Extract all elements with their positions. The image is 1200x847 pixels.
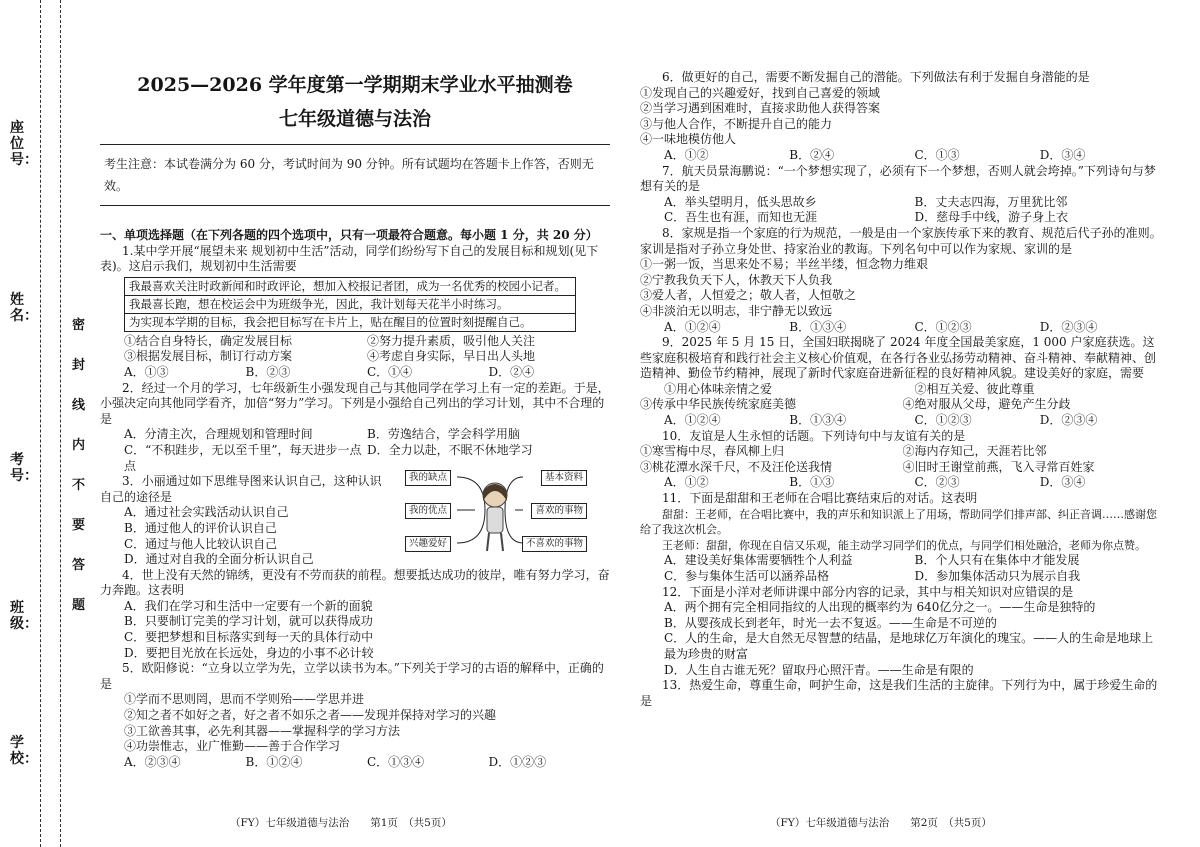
- option: A．两个拥有完全相同指纹的人出现的概率约为 640亿分之一。——生命是独特的: [664, 600, 1096, 615]
- seat-label: 座位号：: [10, 120, 38, 168]
- option: D．要把目光放在长远处，身边的小事不必计较: [124, 645, 374, 660]
- question-stem: 2．经过一个月的学习，七年级新生小强发现自己与其他同学在学习上有一定的差距。于是，小强决定向其他同学看齐，加倍“努力”学习。下列是小强给自己列出的学习计划，其中不合理的是: [100, 380, 610, 426]
- seal-char: 封: [72, 358, 86, 373]
- seal-char: 答: [72, 558, 86, 573]
- option: B．②③: [245, 364, 291, 379]
- option: A．我们在学习和生活中一定要有一个新的面貌: [124, 598, 373, 613]
- statement-item: ③与他人合作，不断提升自己的能力: [640, 116, 833, 131]
- seal-char: 要: [72, 518, 86, 533]
- option: C．“不积跬步，无以至千里”，每天进步一点点: [124, 442, 362, 473]
- option: D．通过对自我的全面分析认识自己: [124, 552, 314, 567]
- statement-item: ③桃花潭水深千尺，不及汪伦送我情: [640, 459, 833, 474]
- statement-item: ②知之者不如好之者，好之者不如乐之者——发现并保持对学习的兴趣: [124, 708, 497, 723]
- option: B．①③④: [789, 413, 847, 428]
- question-stem: 4．世上没有天然的锦绣，更没有不劳而获的前程。想要抵达成功的彼岸，唯有努力学习，奋力奔跑。这表明: [100, 567, 610, 598]
- option: B．个人只有在集体中才能发展: [914, 553, 1080, 568]
- option: B．②④: [789, 147, 835, 162]
- option: A．②③④: [124, 754, 181, 769]
- option: A．举头望明月，低头思故乡: [664, 194, 817, 209]
- mind-node: 我的缺点: [405, 470, 451, 486]
- mind-node: 基本资料: [541, 470, 587, 486]
- option: D．参加集体活动只为展示自我: [914, 569, 1081, 583]
- seal-char: 题: [72, 598, 86, 613]
- answer-options: [100, 755, 610, 771]
- option: A．①②: [664, 147, 709, 162]
- page-1: [100, 72, 610, 770]
- statement-item: ①结合自身特长，确定发展目标: [124, 333, 293, 348]
- statement-item: ①寒雪梅中尽，春风柳上归: [640, 444, 785, 459]
- cut-line: [60, 0, 61, 847]
- option: C．②③: [914, 475, 960, 490]
- answer-options: [640, 320, 1165, 336]
- exam-number-label: 考号：: [10, 452, 38, 484]
- option: B．①③: [789, 475, 835, 490]
- page-footer: （FY）七年级道德与法治 第1页 （共5页）: [230, 817, 452, 829]
- question-stem: 1.某中学开展“展望未来 规划初中生活”活动，同学们纷纷写下自己的发展目标和规划(见下表)。这启示我们，规划初中生活需要: [100, 243, 599, 274]
- statement-item: ②海内存知己，天涯若比邻: [902, 444, 1047, 459]
- goal-table: [124, 277, 576, 332]
- option: B．通过他人的评价认识自己: [124, 520, 277, 535]
- statement-item: ①发现自己的兴趣爱好，找到自己喜爱的领域: [640, 85, 881, 100]
- question-stem: 6．做更好的自己，需要不断发掘自己的潜能。下列做法有利于发掘自身潜能的是: [662, 70, 1090, 84]
- statement-item: ②当学习遇到困难时，直接求助他人获得答案: [640, 101, 881, 116]
- option: C．①②③: [914, 413, 972, 428]
- seal-char: 密: [72, 318, 86, 333]
- option: D．全力以赴，不眠不休地学习: [367, 442, 533, 457]
- mind-node: 兴趣爱好: [405, 536, 451, 552]
- option: C．通过与他人比较认识自己: [124, 536, 278, 551]
- option: D．②③④: [1039, 413, 1098, 428]
- goal-row: 我最喜长跑，想在校运会中为班级争光，因此，我计划每天花半小时练习。: [125, 296, 575, 314]
- page-footer: （FY）七年级道德与法治 第2页 （共5页）: [770, 817, 992, 829]
- statement-item: ②努力提升素质，吸引他人关注: [367, 333, 536, 348]
- option: C．①④: [367, 364, 413, 379]
- page-2: [640, 70, 1165, 709]
- option: C．吾生也有涯，而知也无涯: [664, 210, 818, 225]
- option: B．①②④: [245, 754, 303, 769]
- binding-margin: [0, 0, 92, 847]
- option: C．①③: [914, 147, 960, 162]
- option: C．人的生命，是大自然无尽智慧的结晶，是地球亿万年演化的瑰宝。——人的生命是地球上最为珍贵的财富: [664, 631, 1154, 661]
- option: A．建设美好集体需要牺牲个人利益: [664, 553, 853, 568]
- option: D．③④: [1039, 475, 1086, 490]
- mind-map: [405, 465, 587, 555]
- question-stem: 10．友谊是人生永恒的话题。下列诗句中与友谊有关的是: [662, 428, 966, 443]
- statement-item: ④旧时王谢堂前燕，飞入寻常百姓家: [902, 459, 1095, 474]
- option: A．①②: [664, 475, 709, 490]
- question-stem: 9．2025 年 5 月 15 日，全国妇联揭晓了 2024 年度全国最美家庭，1 000 户家庭获选。这些家庭积极培育和践行社会主义核心价值观，在各行各业弘扬劳动精神、奋斗精神、奉献精神、创造精神、勤俭节约精神，展现了新时代家庭奋进新征程的良好精神风貌。建设美好的家庭，需要: [640, 335, 1157, 381]
- question-stem: 8．家规是指一个家庭的行为规范，一般是由一个家族传承下来的教育、规范后代子孙的准则。家训是指对子孙立身处世、持家治业的教诲。下列名句中可以作为家规、家训的是: [640, 225, 1162, 256]
- question-stem: 自己的途径是: [100, 489, 173, 504]
- option: A．通过社会实践活动认识自己: [124, 505, 289, 520]
- option: C．①③④: [367, 754, 425, 769]
- option: B．①③④: [789, 319, 847, 334]
- option: D．慈母手中线，游子身上衣: [914, 210, 1069, 225]
- statement-item: ②宁教我负天下人，休教天下人负我: [640, 272, 833, 287]
- question-stem: 5．欧阳修说：“立身以立学为先，立学以读书为本。”下列关于学习的古语的解释中，正确的是: [100, 661, 604, 691]
- seal-char: 线: [72, 398, 86, 413]
- option: B．从婴孩成长到老年，时光一去不复返。——生命是不可逆的: [664, 615, 997, 630]
- answer-options: [640, 413, 1165, 429]
- exam-title: 2025—2026 学年度第一学期期末学业水平抽测卷: [137, 74, 573, 96]
- dialog-line: 王老师：甜甜，你现在自信又乐观，能主动学习同学们的优点，与同学们相处融洽，老师为你点赞。: [662, 538, 1146, 552]
- statement-item: ④非淡泊无以明志，非宁静无以致远: [640, 303, 833, 318]
- statement-item: ③工欲善其事，必先利其器——掌握科学的学习方法: [124, 723, 401, 738]
- exam-notice: 考生注意：本试卷满分为 60 分，考试时间为 90 分钟。所有试题均在答题卡上作答，否则无效。: [100, 144, 610, 206]
- question-stem: 3．小丽通过如下思维导图来认识自己，这种认识: [122, 474, 382, 489]
- answer-options: [640, 148, 1165, 164]
- option: D．③④: [1039, 147, 1086, 162]
- statement-item: ①用心体味亲情之爱: [664, 381, 773, 396]
- seal-char: 不: [72, 478, 86, 493]
- goal-row: 为实现本学期的目标，我会把目标写在卡片上，贴在醒目的位置时刻提醒自己。: [129, 314, 532, 329]
- statement-item: ③爱人者，人恒爱之；敬人者，人恒敬之: [640, 288, 857, 303]
- option: D．人生自古谁无死？留取丹心照汗青。——生命是有限的: [664, 662, 974, 677]
- statement-item: ④一味地模仿他人: [640, 132, 737, 147]
- statement-item: ①学而不思则罔，思而不学则殆——学思并进: [124, 692, 365, 707]
- answer-options: [100, 365, 610, 381]
- section-heading: 一、单项选择题（在下列各题的四个选项中，只有一项最符合题意。每小题 1 分，共 20 分）: [100, 228, 598, 242]
- class-label: 班级：: [10, 600, 38, 632]
- option: A．①②④: [664, 319, 721, 334]
- statement-item: ①一粥一饭，当思来处不易；半丝半缕，恒念物力维艰: [640, 257, 929, 272]
- cut-line: [40, 0, 41, 847]
- statement-item: ④考虑自身实际，早日出人头地: [367, 349, 536, 364]
- mind-node: 我的优点: [405, 503, 451, 519]
- question-stem: 7．航天员景海鹏说：“一个梦想实现了，必须有下一个梦想，否则人就会垮掉。”下列诗句与梦想有关的是: [640, 163, 1156, 194]
- option: A．分清主次，合理规划和管理时间: [124, 427, 313, 442]
- question-stem: 12．下面是小洋对老师讲课中部分内容的记录，其中与相关知识对应错误的是: [662, 584, 1074, 599]
- statement-item: ④功崇惟志，业广惟勤——善于合作学习: [124, 739, 341, 754]
- statement-item: ③传承中华民族传统家庭美德: [640, 397, 797, 412]
- statement-item: ②相互关爱、彼此尊重: [914, 381, 1035, 396]
- option: C．要把梦想和目标落实到每一天的具体行动中: [124, 630, 374, 645]
- statement-item: ③根据发展目标，制订行动方案: [124, 349, 293, 364]
- option: D．②③④: [1039, 319, 1098, 334]
- option: A．①②④: [664, 413, 721, 428]
- option: B．劳逸结合，学会科学用脑: [367, 427, 520, 442]
- mind-node: 不喜欢的事物: [522, 536, 587, 552]
- question-stem: 11．下面是甜甜和王老师在合唱比赛结束后的对话。这表明: [662, 491, 978, 506]
- seal-char: 内: [72, 438, 86, 453]
- option: C．①②③: [914, 319, 972, 334]
- option: B．只要制订完美的学习计划，就可以获得成功: [124, 614, 373, 629]
- option: D．②④: [488, 364, 535, 379]
- school-label: 学校：: [10, 735, 38, 767]
- option: C．参与集体生活可以涵养品格: [664, 569, 830, 583]
- statement-item: ④绝对服从父母，避免产生分歧: [902, 397, 1071, 412]
- mind-node: 喜欢的事物: [531, 503, 587, 519]
- exam-subject: 七年级道德与法治: [278, 108, 431, 130]
- option: B．丈夫志四海，万里犹比邻: [914, 194, 1068, 209]
- goal-row: 我最喜欢关注时政新闻和时政评论，想加入校报记者团，成为一名优秀的校园小记者。: [125, 278, 575, 296]
- option: A．①③: [124, 364, 169, 379]
- dialog-line: 甜甜：王老师，在合唱比赛中，我的声乐和知识派上了用场，帮助同学们排声部、纠正音调……感谢您给了我这次机会。: [640, 507, 1157, 537]
- option: D．①②③: [488, 754, 547, 769]
- name-label: 姓名：: [10, 292, 38, 324]
- question-stem: 13．热爱生命，尊重生命，呵护生命，这是我们生活的主旋律。下列行为中，属于珍爱生命的是: [640, 678, 1158, 708]
- answer-options: [640, 475, 1165, 491]
